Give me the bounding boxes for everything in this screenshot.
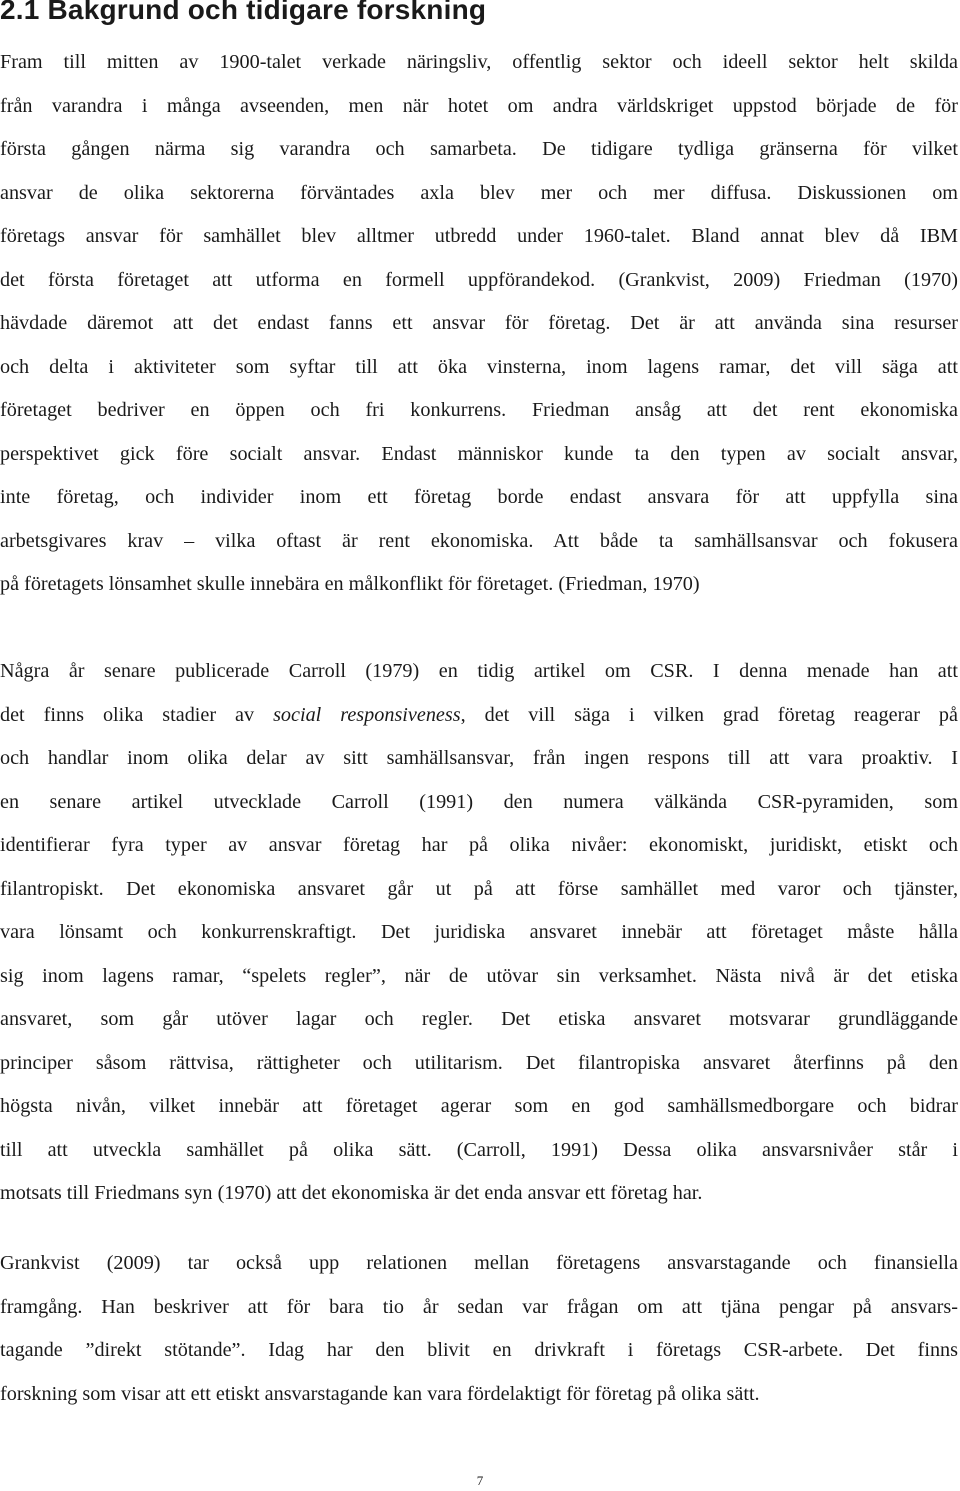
page-number: 7 bbox=[476, 1473, 484, 1488]
italic-term: social responsiveness bbox=[273, 703, 461, 726]
text-line: sig inom lagens ramar, “spelets regler”, när de utövar sin verksamhet. Nästa nivå är det etiska bbox=[0, 964, 958, 987]
text-line: filantropiskt. Det ekonomiska ansvaret går ut på att förse samhället med varor och tjänster, bbox=[0, 877, 958, 900]
text-line: hävdade däremot att det endast fanns ett ansvar för företag. Det är att använda sina resurser bbox=[0, 312, 958, 334]
text-line: på företagets lönsamhet skulle innebära en målkonflikt för företaget. (Friedman, 1970) bbox=[0, 573, 700, 595]
text-line: det första företaget att utforma en formell uppförandekod. (Grankvist, 2009) Friedman (1970) bbox=[0, 268, 958, 291]
text-line bbox=[0, 694, 958, 738]
text-line: från varandra i många avseenden, men när hotet om andra världskriget uppstod började de för bbox=[0, 94, 958, 117]
text-line: framgång. Han beskriver att för bara tio år sedan var frågan om att tjäna pengar på ansvars- bbox=[0, 1295, 958, 1318]
text-line: vara lönsamt och konkurrenskraftigt. Det juridiska ansvaret innebär att företaget måste hålla bbox=[0, 921, 958, 943]
paragraph-grankvist bbox=[0, 1242, 958, 1416]
text-run: det finns olika stadier av bbox=[0, 703, 274, 726]
text-line: motsats till Friedmans syn (1970) att det ekonomiska är det enda ansvar ett företag har. bbox=[0, 1182, 703, 1204]
section-heading: 2.1 Bakgrund och tidigare forskning bbox=[0, 0, 487, 25]
text-line: perspektivet gick före socialt ansvar. Endast människor kunde ta den typen av socialt ansvar, bbox=[0, 442, 958, 465]
text-line: Fram till mitten av 1900-talet verkade näringsliv, offentlig sektor och ideell sektor helt skilda bbox=[0, 51, 958, 73]
text-line: Grankvist (2009) tar också upp relationen mellan företagens ansvarstagande och finansiella bbox=[0, 1252, 958, 1274]
text-line: högsta nivån, vilket innebär att företaget agerar som en god samhällsmedborgare och bidrar bbox=[0, 1095, 958, 1117]
text-line: principer såsom rättvisa, rättigheter och utilitarism. Det filantropiska ansvaret återfinns på den bbox=[0, 1051, 958, 1074]
text-line: ansvar de olika sektorerna förväntades axla blev mer och mer diffusa. Diskussionen om bbox=[0, 181, 958, 204]
text-line: arbetsgivares krav – vilka oftast är rent ekonomiska. Att både ta samhällsansvar och fokusera bbox=[0, 529, 958, 552]
text-run: , det vill säga i vilken grad företag reagerar på bbox=[460, 703, 958, 726]
text-line: företaget bedriver en öppen och fri konkurrens. Friedman ansåg att det rent ekonomiska bbox=[0, 399, 958, 421]
text-line: ansvaret, som går utöver lagar och regler. Det etiska ansvaret motsvarar grundläggande bbox=[0, 1008, 958, 1030]
text-line: inte företag, och individer inom ett företag borde endast ansvara för att uppfylla sina bbox=[0, 486, 958, 508]
text-line: företags ansvar för samhället blev alltmer utbredd under 1960-talet. Bland annat blev då IBM bbox=[0, 225, 958, 247]
text-line: identifierar fyra typer av ansvar företag har på olika nivåer: ekonomiskt, juridiskt, etiskt och bbox=[0, 834, 958, 856]
paragraph-background bbox=[0, 41, 958, 607]
text-line: till att utveckla samhället på olika sätt. (Carroll, 1991) Dessa olika ansvarsnivåer står i bbox=[0, 1138, 958, 1161]
text-line: och handlar inom olika delar av sitt samhällsansvar, från ingen respons till att vara proaktiv. I bbox=[0, 747, 958, 769]
text-line: första gången närma sig varandra och samarbeta. De tidigare tydliga gränserna för vilket bbox=[0, 138, 958, 160]
text-line: en senare artikel utvecklade Carroll (1991) den numera välkända CSR-pyramiden, som bbox=[0, 790, 958, 813]
text-line: tagande ”direkt stötande”. Idag har den blivit en drivkraft i företags CSR-arbete. Det finns bbox=[0, 1339, 958, 1361]
text-line: forskning som visar att ett etiskt ansvarstagande kan vara fördelaktigt för företag på olika sätt. bbox=[0, 1382, 760, 1405]
paragraph-carroll bbox=[0, 650, 958, 1216]
text-line: Några år senare publicerade Carroll (1979) en tidig artikel om CSR. I denna menade han att bbox=[0, 660, 958, 682]
text-line: och delta i aktiviteter som syftar till att öka vinsterna, inom lagens ramar, det vill säga att bbox=[0, 355, 958, 378]
